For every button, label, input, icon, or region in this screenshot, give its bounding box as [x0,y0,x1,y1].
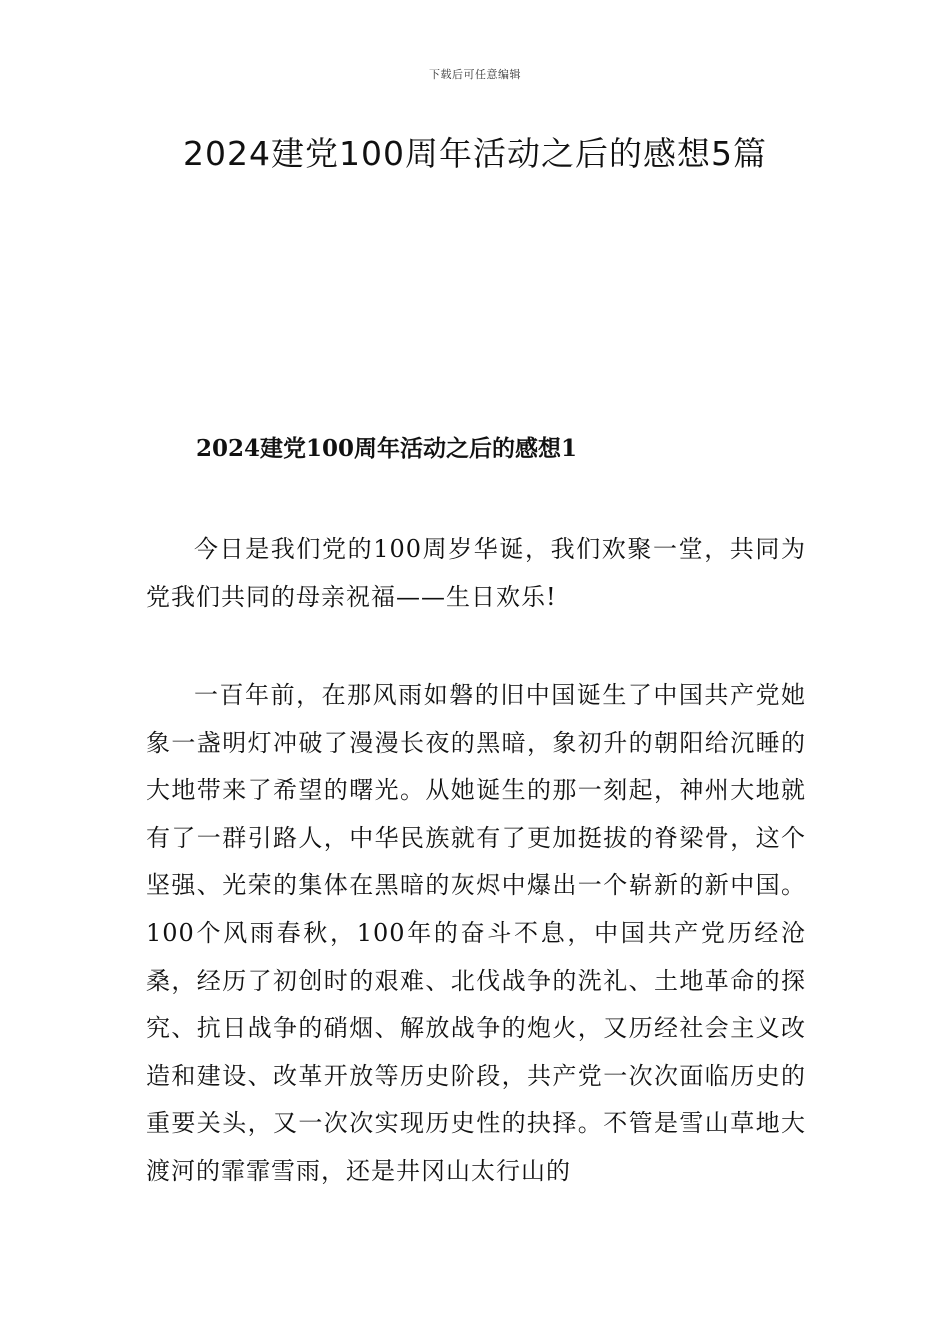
paragraph-2: 一百年前，在那风雨如磐的旧中国诞生了中国共产党她象一盏明灯冲破了漫漫长夜的黑暗，象初升的朝阳给沉睡的大地带来了希望的曙光。从她诞生的那一刻起，神州大地就有了一群引路人，中华民族就有了更加挺拔的脊梁骨，这个坚强、光荣的集体在黑暗的灰烬中爆出一个崭新的新中国。100个风雨春秋，100年的奋斗不息，中国共产党历经沧桑，经历了初创时的艰难、北伐战争的洗礼、土地革命的探究、抗日战争的硝烟、解放战争的炮火，又历经社会主义改造和建设、改革开放等历史阶段，共产党一次次面临历史的重要关头，又一次次实现历史性的抉择。不管是雪山草地大渡河的霏霏雪雨，还是井冈山太行山的 [146,681,806,1185]
section-heading: 2024建党100周年活动之后的感想1 [196,435,578,462]
document-title: 2024建党100周年活动之后的感想5篇 [183,134,767,173]
header-note: 下载后可任意编辑 [429,68,521,81]
paragraph-1: 今日是我们党的100周岁华诞，我们欢聚一堂，共同为党我们共同的母亲祝福——生日欢乐! [146,535,806,611]
